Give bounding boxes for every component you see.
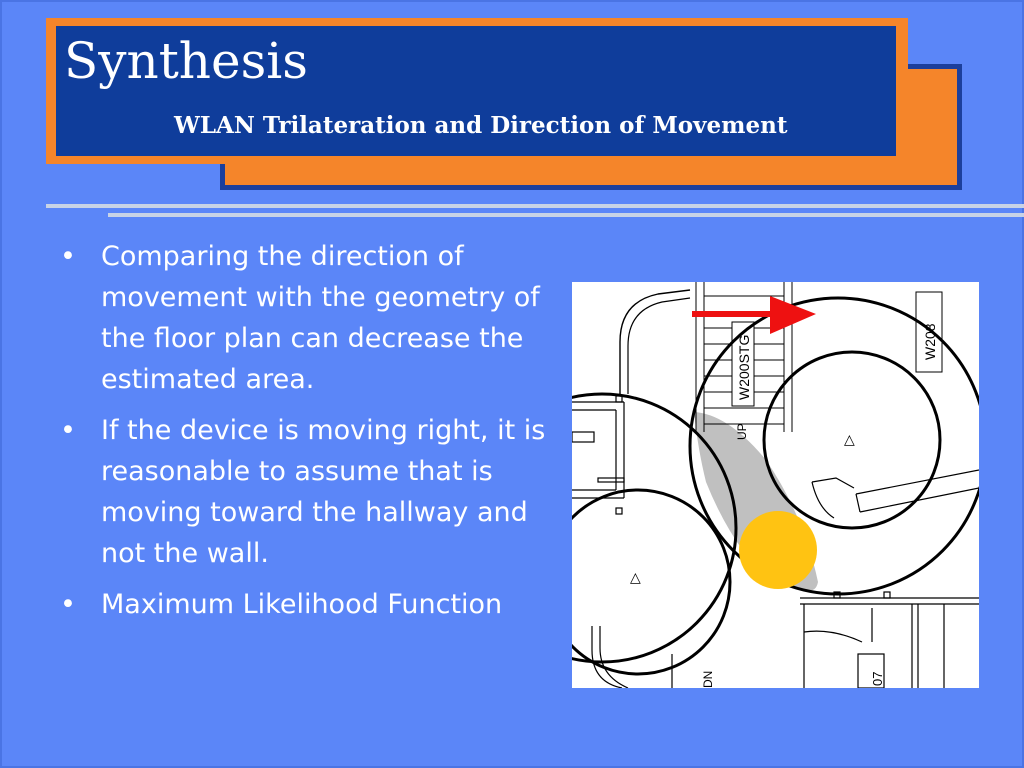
slide-title: Synthesis: [64, 32, 308, 90]
room-label: W208: [922, 323, 938, 360]
dn-label: DN: [701, 670, 715, 688]
up-label: UP: [735, 423, 749, 440]
bullet-marker: •: [60, 241, 76, 272]
bullet-item: [60, 584, 550, 625]
divider-rule-bottom: [108, 213, 1024, 217]
divider-rule-top: [46, 204, 1024, 208]
bullet-text: If the device is moving right, it is reasonable to assume that is moving toward the hallway and not the wall.: [101, 415, 546, 569]
bullet-text: Maximum Likelihood Function: [101, 589, 503, 620]
room-number-fragment: 07: [870, 671, 885, 686]
access-point-marker: △: [630, 570, 641, 586]
floor-plan-room-left-top-inner: [628, 298, 690, 394]
estimated-position-dot: [739, 511, 817, 589]
access-point-marker: △: [844, 432, 855, 448]
floor-plan-room-left-top: [620, 290, 690, 394]
floor-plan-figure: [572, 282, 979, 688]
stair-label: W200STG: [736, 334, 752, 400]
floor-plan-walls-left: [572, 396, 672, 688]
bullet-item: [60, 410, 550, 574]
bullet-list: [60, 236, 550, 635]
slide-subtitle: WLAN Trilateration and Direction of Movement: [174, 112, 788, 139]
floor-plan-drawing: [572, 282, 979, 688]
signal-range-circle-left-bottom: [572, 490, 730, 674]
bullet-marker: •: [60, 589, 76, 620]
floor-plan-walls-right: [800, 470, 979, 688]
bullet-item: [60, 236, 550, 400]
bullet-text: Comparing the direction of movement with the geometry of the floor plan can decrease the estimated area.: [101, 241, 540, 395]
bullet-marker: •: [60, 415, 76, 446]
